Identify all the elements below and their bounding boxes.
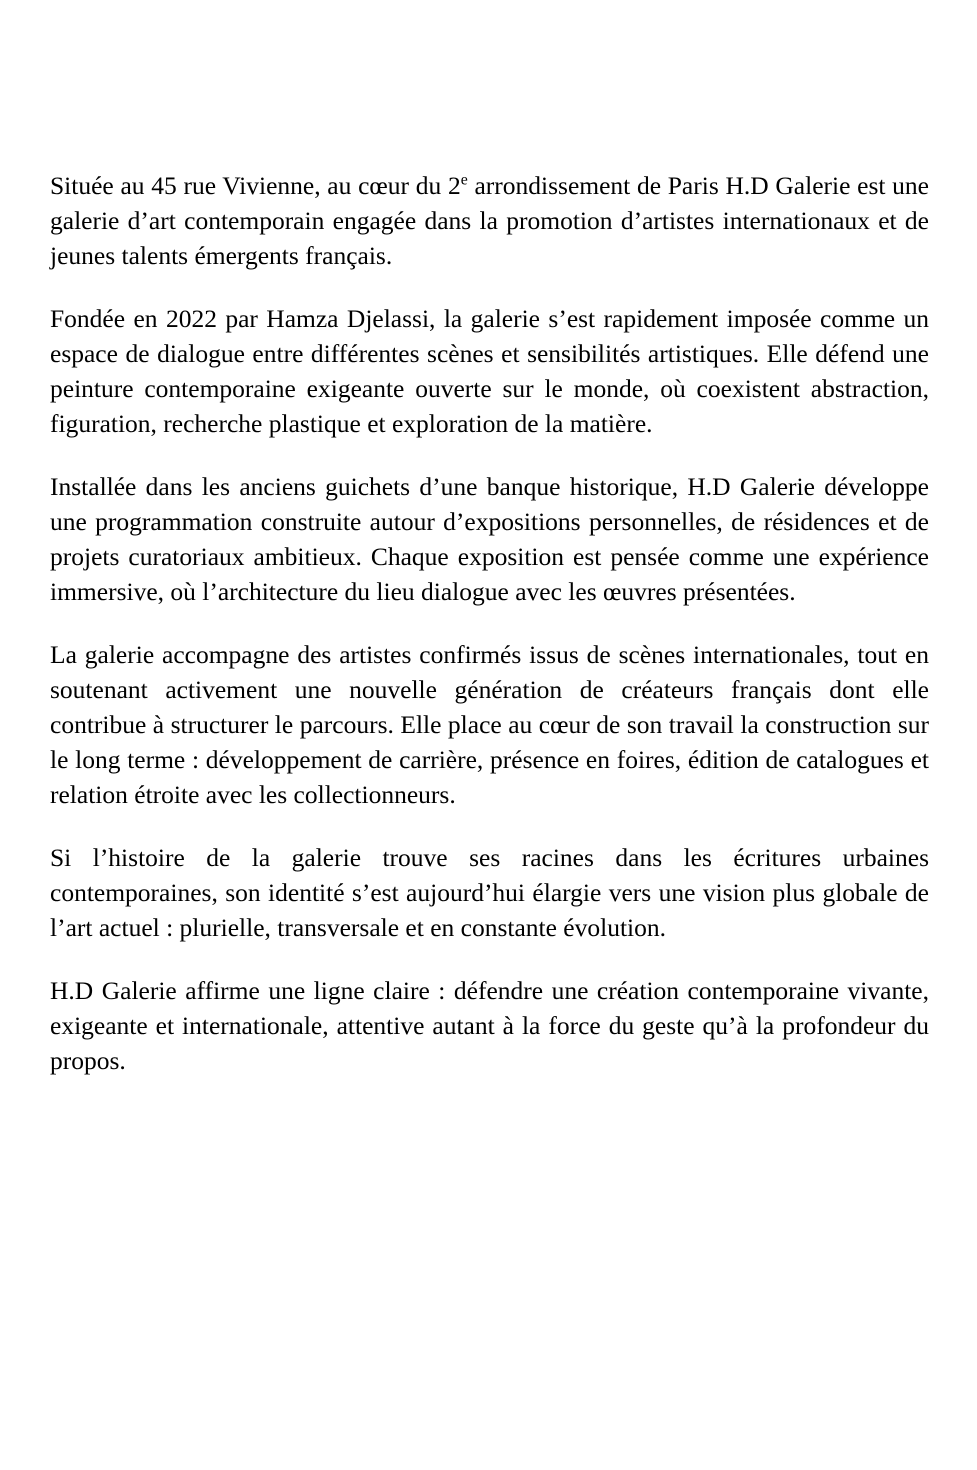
- document-body: [50, 168, 929, 1078]
- paragraph-statement: H.D Galerie affirme une ligne claire : défendre une création contemporaine vivante, exigeante et internationale, attentive autant à la force du geste qu’à la profondeur du propos.: [50, 976, 929, 1075]
- paragraph-intro-text-before-ordinal: Située au 45 rue Vivienne, au cœur du 2: [50, 171, 461, 200]
- paragraph-history: Si l’histoire de la galerie trouve ses racines dans les écritures urbaines contemporaines, son identité s’est aujourd’hui élargie vers une vision plus globale de l’art actuel : plurielle, transversale et en constante évolution.: [50, 843, 929, 942]
- paragraph-artists: La galerie accompagne des artistes confirmés issus de scènes internationales, tout en soutenant activement une nouvelle génération de créateurs français dont elle contribue à structurer le parcours. Elle place au cœur de son travail la construction sur le long terme : développement de carrière, présence en foires, édition de catalogues et relation étroite avec les collectionneurs.: [50, 640, 929, 809]
- paragraph-foundation: Fondée en 2022 par Hamza Djelassi, la galerie s’est rapidement imposée comme un espace de dialogue entre différentes scènes et sensibilités artistiques. Elle défend une peinture contemporaine exigeante ouverte sur le monde, où coexistent abstraction, figuration, recherche plastique et exploration de la matière.: [50, 304, 929, 438]
- paragraph-intro-text-after-ordinal: arrondissement de Paris H.D Galerie est une galerie d’art contemporain engagée dans la promotion d’artistes internationaux et de jeunes talents émergents français.: [50, 171, 929, 270]
- paragraph-venue: Installée dans les anciens guichets d’une banque historique, H.D Galerie développe une programmation construite autour d’expositions personnelles, de résidences et de projets curatoriaux ambitieux. Chaque exposition est pensée comme une expérience immersive, où l’architecture du lieu dialogue avec les œuvres présentées.: [50, 472, 929, 606]
- paragraph-intro: [50, 168, 929, 273]
- ordinal-superscript: e: [460, 171, 468, 189]
